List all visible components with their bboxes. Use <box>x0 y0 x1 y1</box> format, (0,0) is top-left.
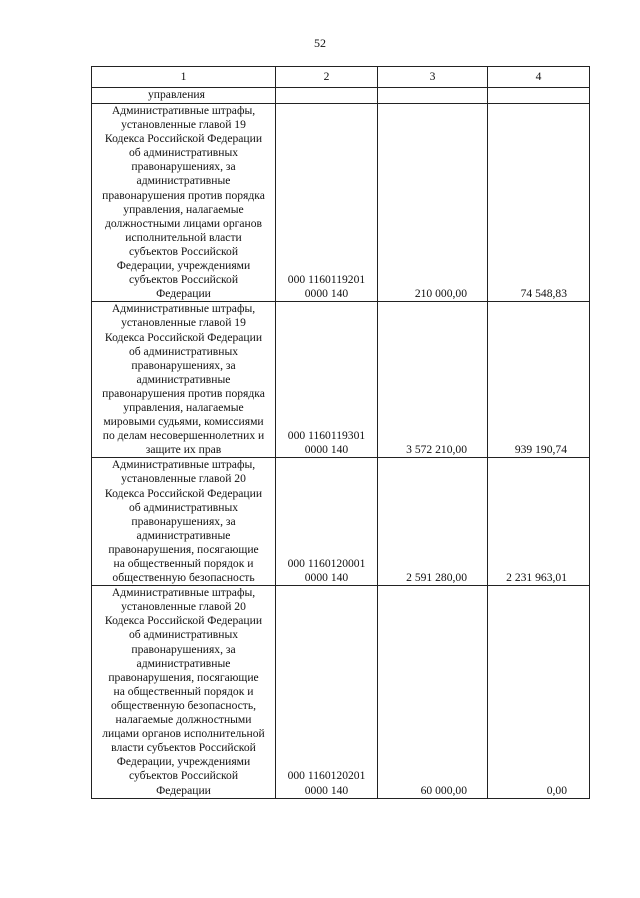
name-line: административные <box>136 528 231 542</box>
page-number: 52 <box>314 36 326 50</box>
row-col4-value: 2 231 963,01 <box>488 458 590 586</box>
row-code-cell <box>276 104 378 302</box>
name-line: об административных <box>128 628 239 642</box>
code-line: 0000 140 <box>304 783 349 797</box>
name-line: правонарушениях, за <box>131 642 236 656</box>
name-line: Федерации, учреждениями <box>116 259 251 273</box>
row-code-cell <box>276 586 378 798</box>
header-cell: 1 <box>92 67 276 88</box>
name-line: субъектов Российской <box>128 769 239 783</box>
table-row <box>92 302 590 458</box>
name-line: мировыми судьями, комиссиями <box>103 415 264 429</box>
name-line: на общественный порядок и <box>113 557 254 570</box>
name-line: защите их прав <box>145 443 222 457</box>
code-line: 000 1160120201 <box>287 769 366 783</box>
continuation-text: управления <box>92 88 276 104</box>
name-line: установленные главой 19 <box>121 118 246 132</box>
name-line: Федерации, учреждениями <box>116 755 251 769</box>
name-line: правонарушениях, за <box>131 160 236 174</box>
table-row <box>92 104 590 302</box>
name-line: установленные главой 20 <box>121 472 246 486</box>
name-line: Административные штрафы, <box>111 586 256 600</box>
empty-cell <box>276 88 378 104</box>
name-line: правонарушениях, за <box>131 514 236 528</box>
name-line: установленные главой 19 <box>121 316 246 330</box>
code-line: 0000 140 <box>304 287 349 301</box>
header-cell: 3 <box>378 67 488 88</box>
empty-cell <box>488 88 590 104</box>
name-line: общественную безопасность, <box>110 698 257 712</box>
name-line: правонарушения против порядка <box>102 386 265 400</box>
name-line: исполнительной власти <box>125 230 242 244</box>
name-line: по делам несовершеннолетних и <box>102 429 265 443</box>
header-cell: 2 <box>276 67 378 88</box>
name-line: об административных <box>128 500 239 514</box>
name-line: правонарушения, посягающие <box>108 670 259 684</box>
name-line: об административных <box>128 146 239 160</box>
table-row <box>92 586 590 798</box>
name-line: на общественный порядок и <box>113 684 254 698</box>
row-code-cell <box>276 458 378 586</box>
name-line: Федерации <box>156 287 211 301</box>
name-line: Административные штрафы, <box>111 302 256 316</box>
row-col4-value: 939 190,74 <box>488 302 590 458</box>
code-line: 0000 140 <box>304 443 349 457</box>
name-line: управления, налагаемые <box>123 202 244 216</box>
name-line: Кодекса Российской Федерации <box>104 330 263 344</box>
name-line: Федерации <box>156 783 211 797</box>
table-row <box>92 458 590 586</box>
name-line: власти субъектов Российской <box>111 741 256 755</box>
name-line: административные <box>136 372 231 386</box>
name-line: административные <box>136 174 231 188</box>
name-line: установленные главой 20 <box>121 600 246 614</box>
code-line: 0000 140 <box>304 571 349 585</box>
row-name-cell <box>92 104 276 302</box>
name-line: лицами органов исполнительной <box>102 727 265 741</box>
name-line: Административные штрафы, <box>111 458 256 472</box>
name-line: налагаемые должностными <box>115 713 252 727</box>
name-line: Кодекса Российской Федерации <box>104 132 263 146</box>
name-line: Административные штрафы, <box>111 104 256 117</box>
row-code-cell <box>276 302 378 458</box>
row-name-cell <box>92 302 276 458</box>
name-line: управления, налагаемые <box>123 400 244 414</box>
header-cell: 4 <box>488 67 590 88</box>
name-line: правонарушения, посягающие <box>108 542 259 556</box>
name-line: Кодекса Российской Федерации <box>104 614 263 628</box>
code-line: 000 1160119201 <box>287 273 366 287</box>
budget-table <box>91 66 590 799</box>
name-line: общественную безопасность <box>112 571 255 585</box>
row-name-cell <box>92 458 276 586</box>
empty-cell <box>378 88 488 104</box>
row-col4-value: 0,00 <box>488 586 590 798</box>
name-line: субъектов Российской <box>128 244 239 258</box>
code-line: 000 1160120001 <box>287 557 366 570</box>
code-line: 000 1160119301 <box>287 429 366 443</box>
continuation-row <box>92 88 590 104</box>
row-col4-value: 74 548,83 <box>488 104 590 302</box>
row-col3-value: 3 572 210,00 <box>378 302 488 458</box>
name-line: субъектов Российской <box>128 273 239 287</box>
table-header-row <box>92 67 590 88</box>
name-line: должностными лицами органов <box>104 216 263 230</box>
row-col3-value: 60 000,00 <box>378 586 488 798</box>
row-name-cell <box>92 586 276 798</box>
name-line: Кодекса Российской Федерации <box>104 486 263 500</box>
name-line: административные <box>136 656 231 670</box>
name-line: правонарушения против порядка <box>102 188 265 202</box>
row-col3-value: 2 591 280,00 <box>378 458 488 586</box>
name-line: об административных <box>128 344 239 358</box>
name-line: правонарушениях, за <box>131 358 236 372</box>
row-col3-value: 210 000,00 <box>378 104 488 302</box>
